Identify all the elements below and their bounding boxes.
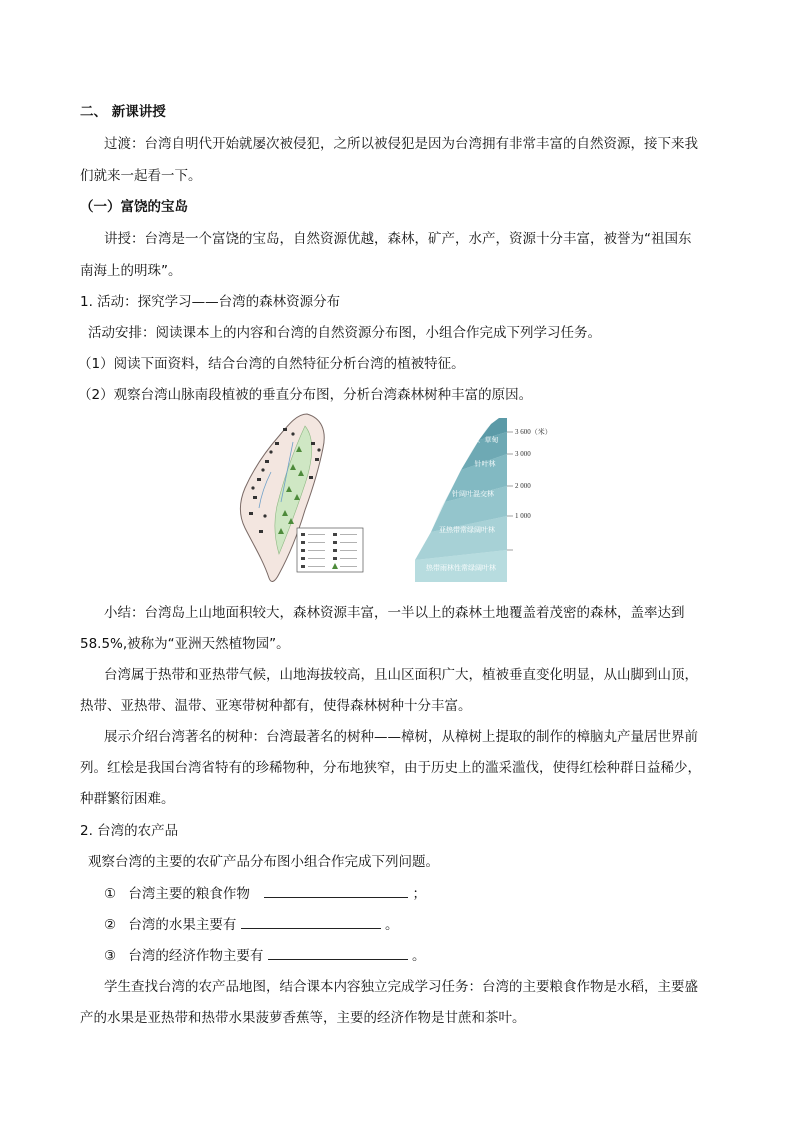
question-2-end: 。 <box>385 917 399 933</box>
activity1-task-1: （1）阅读下面资料，结合台湾的自然特征分析台湾的植被特征。 <box>78 356 465 372</box>
zone-label-coniferous: 针叶林 <box>474 460 496 468</box>
activity2-intro: 观察台湾的主要的农矿产品分布图小组合作完成下列问题。 <box>88 854 439 870</box>
activity1-task-2: （2）观察台湾山脉南段植被的垂直分布图，分析台湾森林树种丰富的原因。 <box>78 387 533 403</box>
question-1-number: ① <box>104 886 117 902</box>
question-3-number: ③ <box>104 948 117 964</box>
activity1-arrangement: 活动安排：阅读课本上的内容和台湾的自然资源分布图，小组合作完成下列学习任务。 <box>88 325 601 341</box>
transition-line-2: 们就来一起看一下。 <box>80 168 202 184</box>
summary-p3-line-3: 种群繁衍困难。 <box>80 791 175 807</box>
answer-line-2: 产的水果是亚热带和热带水果菠萝香蕉等，主要的经济作物是甘蔗和茶叶。 <box>80 1010 526 1026</box>
question-2 <box>104 914 399 935</box>
activity2-title: 2. 台湾的农产品 <box>80 823 179 839</box>
taiwan-resource-map <box>241 414 364 581</box>
question-2-number: ② <box>104 917 117 933</box>
question-1-answer-blank[interactable] <box>264 883 408 898</box>
summary-p2-line-2: 热带、亚热带、温带、亚寒带树种都有，使得森林树种十分丰富。 <box>80 698 472 714</box>
summary-p1-line-1: 小结：台湾岛上山地面积较大，森林资源丰富，一半以上的森林土地覆盖着茂密的森林，盖率达到 <box>104 605 685 621</box>
elevation-3000: 3 000 <box>515 450 531 458</box>
question-3-answer-blank[interactable] <box>268 945 408 960</box>
summary-p3-line-1: 展示介绍台湾著名的树种：台湾最著名的树种——樟树，从樟树上提取的制作的樟脑丸产量居世界前 <box>104 729 698 745</box>
section-heading: 二、 新课讲授 <box>80 104 166 120</box>
zone-label-mixed: 针阔叶混交林 <box>452 490 494 498</box>
lecture-line-2: 南海上的明珠”。 <box>80 263 182 279</box>
question-3-text: 台湾的经济作物主要有 <box>128 948 264 964</box>
elevation-2000: 2 000 <box>515 482 531 490</box>
vertical-vegetation-diagram <box>415 418 552 582</box>
summary-p2-line-1: 台湾属于热带和亚热带气候，山地海拔较高，且山区面积广大，植被垂直变化明显，从山脚到山顶， <box>104 667 698 683</box>
zone-label-tropical: 热带雨林性常绿阔叶林 <box>426 564 496 572</box>
elevation-1000: 1 000 <box>515 512 531 520</box>
lecture-line-1: 讲授：台湾是一个富饶的宝岛，自然资源优越，森林，矿产，水产，资源十分丰富，被誉为“祖国东 <box>104 231 692 247</box>
activity1-title: 1. 活动：探究学习——台湾的森林资源分布 <box>80 294 341 310</box>
answer-line-1: 学生查找台湾的农产品地图，结合课本内容独立完成学习任务：台湾的主要粮食作物是水稻，主要盛 <box>104 979 698 995</box>
question-3 <box>104 945 426 966</box>
question-2-text: 台湾的水果主要有 <box>128 917 237 933</box>
question-1-text: 台湾主要的粮食作物 <box>128 886 250 902</box>
elevation-3600: 3 600（米） <box>515 428 552 436</box>
question-3-end: 。 <box>412 948 426 964</box>
zone-label-subtropical: 亚热带常绿阔叶林 <box>439 526 495 534</box>
zone-label-shrub-meadow: 灌丛、草甸 <box>463 436 499 444</box>
question-1 <box>104 883 426 904</box>
transition-line-1: 过渡：台湾自明代开始就屡次被侵犯，之所以被侵犯是因为台湾拥有非常丰富的自然资源，接下来我 <box>104 136 698 152</box>
taiwan-figures <box>235 412 565 584</box>
question-2-answer-blank[interactable] <box>241 914 381 929</box>
question-1-end: ； <box>412 886 426 902</box>
summary-p1-line-2: 58.5%,被称为“亚洲天然植物园”。 <box>80 636 290 652</box>
summary-p3-line-2: 列。红桧是我国台湾省特有的珍稀物种，分布地狭窄，由于历史上的滥采滥伐，使得红桧种群日益稀少， <box>80 760 701 776</box>
subheading-rich-island: （一）富饶的宝岛 <box>80 199 188 215</box>
